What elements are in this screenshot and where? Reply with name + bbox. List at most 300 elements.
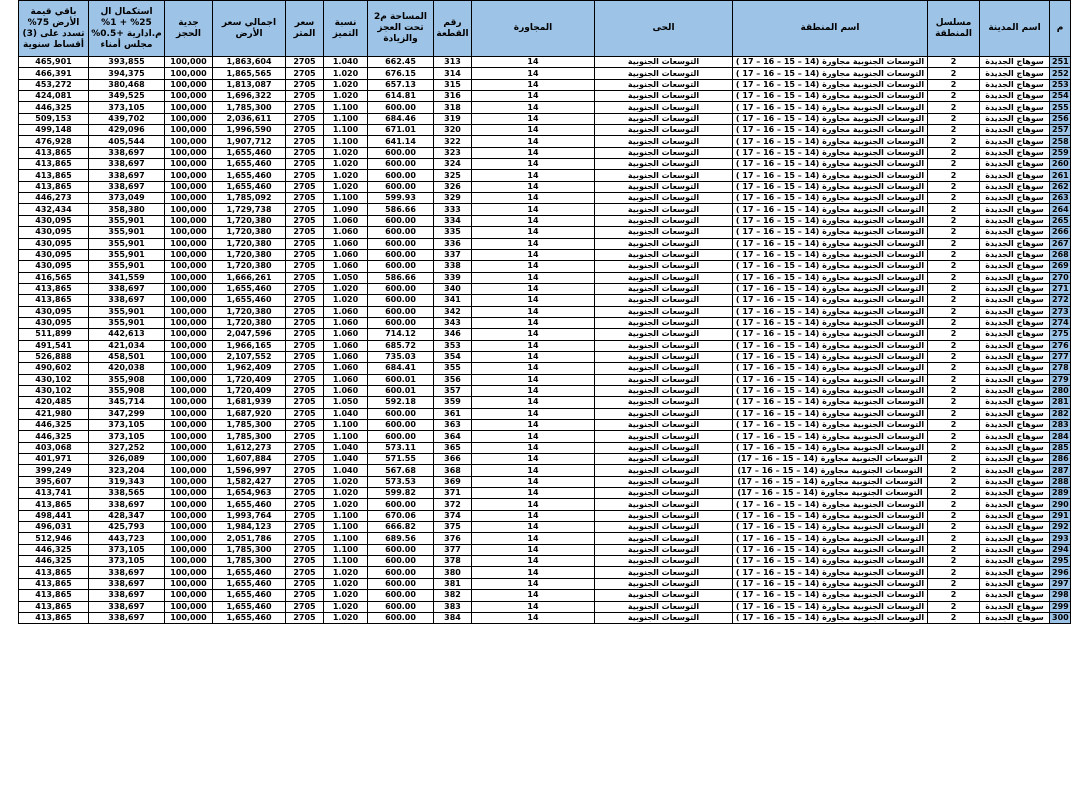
cell-price: 2705 [286, 317, 324, 328]
cell-m: 268 [1050, 249, 1071, 260]
cell-district: التوسعات الجنوبية [595, 238, 733, 249]
cell-zone: التوسعات الجنوبية مجاورة (14 – 15 – 16 – 17 ) [733, 215, 928, 226]
cell-district: التوسعات الجنوبية [595, 204, 733, 215]
cell-area: 670.06 [368, 510, 434, 521]
cell-price: 2705 [286, 499, 324, 510]
cell-neighborhood: 14 [472, 340, 595, 351]
cell-m: 252 [1050, 68, 1071, 79]
cell-neighborhood: 14 [472, 374, 595, 385]
cell-price: 2705 [286, 272, 324, 283]
cell-city: سوهاج الجديدة [980, 136, 1050, 147]
header-booking: جدية الحجز [165, 1, 213, 57]
table-row [19, 363, 1071, 374]
cell-remaining: 491,541 [19, 340, 89, 351]
cell-zone-serial: 2 [928, 385, 980, 396]
cell-completion: 442,613 [89, 329, 165, 340]
cell-total: 1,596,997 [213, 465, 286, 476]
cell-completion: 443,723 [89, 533, 165, 544]
cell-remaining: 476,928 [19, 136, 89, 147]
cell-neighborhood: 14 [472, 431, 595, 442]
cell-booking: 100,000 [165, 476, 213, 487]
cell-completion: 338,697 [89, 181, 165, 192]
cell-price: 2705 [286, 329, 324, 340]
cell-completion: 355,901 [89, 215, 165, 226]
cell-completion: 345,714 [89, 397, 165, 408]
cell-district: التوسعات الجنوبية [595, 385, 733, 396]
cell-zone-serial: 2 [928, 329, 980, 340]
cell-zone: التوسعات الجنوبية مجاورة (14 – 15 – 16 – 17 ) [733, 522, 928, 533]
cell-total: 1,654,963 [213, 488, 286, 499]
cell-city: سوهاج الجديدة [980, 612, 1050, 623]
cell-remaining: 413,865 [19, 170, 89, 181]
table-row [19, 317, 1071, 328]
cell-ratio: 1.040 [324, 465, 368, 476]
cell-ratio: 1.020 [324, 283, 368, 294]
cell-plot: 366 [434, 454, 472, 465]
cell-ratio: 1.020 [324, 79, 368, 90]
cell-completion: 373,105 [89, 544, 165, 555]
cell-plot: 371 [434, 488, 472, 499]
cell-m: 264 [1050, 204, 1071, 215]
cell-zone-serial: 2 [928, 68, 980, 79]
cell-price: 2705 [286, 567, 324, 578]
cell-booking: 100,000 [165, 454, 213, 465]
cell-district: التوسعات الجنوبية [595, 351, 733, 362]
cell-area: 600.00 [368, 431, 434, 442]
cell-total: 1,720,380 [213, 249, 286, 260]
cell-completion: 338,697 [89, 612, 165, 623]
cell-price: 2705 [286, 488, 324, 499]
cell-ratio: 1.020 [324, 590, 368, 601]
cell-booking: 100,000 [165, 578, 213, 589]
cell-zone-serial: 2 [928, 79, 980, 90]
table-row [19, 329, 1071, 340]
cell-zone-serial: 2 [928, 295, 980, 306]
cell-zone-serial: 2 [928, 556, 980, 567]
cell-plot: 376 [434, 533, 472, 544]
cell-total: 1,687,920 [213, 408, 286, 419]
cell-m: 271 [1050, 283, 1071, 294]
cell-m: 292 [1050, 522, 1071, 533]
table-row [19, 590, 1071, 601]
cell-total: 1,720,409 [213, 374, 286, 385]
table-row [19, 147, 1071, 158]
cell-plot: 334 [434, 215, 472, 226]
cell-district: التوسعات الجنوبية [595, 578, 733, 589]
cell-total: 1,720,380 [213, 238, 286, 249]
cell-ratio: 1.020 [324, 476, 368, 487]
cell-zone-serial: 2 [928, 590, 980, 601]
table-row [19, 567, 1071, 578]
cell-area: 600.00 [368, 544, 434, 555]
cell-m: 257 [1050, 125, 1071, 136]
cell-remaining: 432,434 [19, 204, 89, 215]
cell-area: 573.53 [368, 476, 434, 487]
cell-total: 1,655,460 [213, 170, 286, 181]
cell-remaining: 430,095 [19, 249, 89, 260]
cell-remaining: 421,980 [19, 408, 89, 419]
cell-plot: 356 [434, 374, 472, 385]
cell-zone: التوسعات الجنوبية مجاورة (14 – 15 – 16 – 17 ) [733, 249, 928, 260]
table-row [19, 601, 1071, 612]
cell-total: 1,907,712 [213, 136, 286, 147]
cell-m: 258 [1050, 136, 1071, 147]
cell-neighborhood: 14 [472, 249, 595, 260]
cell-completion: 338,697 [89, 159, 165, 170]
header-row [19, 1, 1071, 57]
cell-zone-serial: 2 [928, 612, 980, 623]
cell-plot: 320 [434, 125, 472, 136]
cell-zone: التوسعات الجنوبية مجاورة (14 – 15 – 16 – 17 ) [733, 510, 928, 521]
table-row [19, 510, 1071, 521]
cell-booking: 100,000 [165, 499, 213, 510]
cell-district: التوسعات الجنوبية [595, 193, 733, 204]
cell-neighborhood: 14 [472, 544, 595, 555]
cell-total: 2,036,611 [213, 113, 286, 124]
cell-plot: 354 [434, 351, 472, 362]
cell-remaining: 430,102 [19, 385, 89, 396]
cell-ratio: 1.060 [324, 261, 368, 272]
cell-city: سوهاج الجديدة [980, 408, 1050, 419]
cell-booking: 100,000 [165, 147, 213, 158]
cell-zone: التوسعات الجنوبية مجاورة (14 – 15 – 16 – 17 ) [733, 612, 928, 623]
cell-district: التوسعات الجنوبية [595, 454, 733, 465]
cell-price: 2705 [286, 578, 324, 589]
cell-ratio: 1.050 [324, 272, 368, 283]
cell-neighborhood: 14 [472, 147, 595, 158]
cell-remaining: 413,741 [19, 488, 89, 499]
cell-price: 2705 [286, 420, 324, 431]
cell-price: 2705 [286, 590, 324, 601]
cell-ratio: 1.060 [324, 329, 368, 340]
cell-zone: التوسعات الجنوبية مجاورة (14 – 15 – 16 – 17 ) [733, 578, 928, 589]
cell-price: 2705 [286, 465, 324, 476]
cell-district: التوسعات الجنوبية [595, 91, 733, 102]
cell-m: 286 [1050, 454, 1071, 465]
cell-booking: 100,000 [165, 420, 213, 431]
cell-district: التوسعات الجنوبية [595, 181, 733, 192]
cell-zone: التوسعات الجنوبية مجاورة (14 – 15 – 16 – 17) [733, 488, 928, 499]
cell-price: 2705 [286, 170, 324, 181]
cell-remaining: 509,153 [19, 113, 89, 124]
cell-city: سوهاج الجديدة [980, 420, 1050, 431]
cell-ratio: 1.020 [324, 567, 368, 578]
cell-m: 280 [1050, 385, 1071, 396]
cell-zone: التوسعات الجنوبية مجاورة (14 – 15 – 16 – 17 ) [733, 397, 928, 408]
cell-zone-serial: 2 [928, 125, 980, 136]
cell-booking: 100,000 [165, 522, 213, 533]
cell-area: 592.18 [368, 397, 434, 408]
cell-district: التوسعات الجنوبية [595, 363, 733, 374]
cell-neighborhood: 14 [472, 522, 595, 533]
cell-plot: 364 [434, 431, 472, 442]
cell-booking: 100,000 [165, 113, 213, 124]
cell-zone: التوسعات الجنوبية مجاورة (14 – 15 – 16 – 17 ) [733, 306, 928, 317]
cell-price: 2705 [286, 181, 324, 192]
cell-m: 277 [1050, 351, 1071, 362]
cell-plot: 336 [434, 238, 472, 249]
cell-booking: 100,000 [165, 612, 213, 623]
cell-ratio: 1.060 [324, 215, 368, 226]
cell-ratio: 1.100 [324, 431, 368, 442]
cell-plot: 378 [434, 556, 472, 567]
table-row [19, 499, 1071, 510]
cell-m: 285 [1050, 442, 1071, 453]
cell-completion: 355,901 [89, 261, 165, 272]
cell-city: سوهاج الجديدة [980, 113, 1050, 124]
cell-area: 600.00 [368, 578, 434, 589]
cell-price: 2705 [286, 510, 324, 521]
cell-district: التوسعات الجنوبية [595, 556, 733, 567]
cell-area: 600.00 [368, 227, 434, 238]
cell-completion: 355,908 [89, 374, 165, 385]
cell-zone-serial: 2 [928, 204, 980, 215]
cell-ratio: 1.060 [324, 374, 368, 385]
cell-completion: 355,908 [89, 385, 165, 396]
cell-district: التوسعات الجنوبية [595, 249, 733, 260]
cell-district: التوسعات الجنوبية [595, 329, 733, 340]
cell-district: التوسعات الجنوبية [595, 567, 733, 578]
cell-zone: التوسعات الجنوبية مجاورة (14 – 15 – 16 – 17 ) [733, 227, 928, 238]
cell-completion: 355,901 [89, 249, 165, 260]
cell-price: 2705 [286, 136, 324, 147]
cell-zone-serial: 2 [928, 283, 980, 294]
cell-completion: 373,105 [89, 556, 165, 567]
cell-plot: 365 [434, 442, 472, 453]
header-ratio: نسبة التميز [324, 1, 368, 57]
cell-booking: 100,000 [165, 295, 213, 306]
cell-plot: 325 [434, 170, 472, 181]
cell-m: 273 [1050, 306, 1071, 317]
table-row [19, 397, 1071, 408]
cell-price: 2705 [286, 363, 324, 374]
cell-plot: 359 [434, 397, 472, 408]
cell-plot: 318 [434, 102, 472, 113]
cell-zone: التوسعات الجنوبية مجاورة (14 – 15 – 16 – 17 ) [733, 193, 928, 204]
cell-area: 662.45 [368, 57, 434, 68]
cell-neighborhood: 14 [472, 397, 595, 408]
cell-ratio: 1.100 [324, 544, 368, 555]
cell-price: 2705 [286, 91, 324, 102]
cell-m: 284 [1050, 431, 1071, 442]
cell-city: سوهاج الجديدة [980, 431, 1050, 442]
cell-zone: التوسعات الجنوبية مجاورة (14 – 15 – 16 – 17) [733, 476, 928, 487]
cell-zone: التوسعات الجنوبية مجاورة (14 – 15 – 16 – 17 ) [733, 351, 928, 362]
cell-ratio: 1.060 [324, 238, 368, 249]
cell-zone: التوسعات الجنوبية مجاورة (14 – 15 – 16 – 17) [733, 465, 928, 476]
cell-zone: التوسعات الجنوبية مجاورة (14 – 15 – 16 – 17 ) [733, 544, 928, 555]
cell-city: سوهاج الجديدة [980, 442, 1050, 453]
cell-area: 586.66 [368, 272, 434, 283]
cell-remaining: 413,865 [19, 601, 89, 612]
cell-neighborhood: 14 [472, 170, 595, 181]
cell-m: 251 [1050, 57, 1071, 68]
cell-m: 289 [1050, 488, 1071, 499]
cell-neighborhood: 14 [472, 488, 595, 499]
cell-zone-serial: 2 [928, 397, 980, 408]
cell-district: التوسعات الجنوبية [595, 136, 733, 147]
cell-neighborhood: 14 [472, 283, 595, 294]
cell-city: سوهاج الجديدة [980, 306, 1050, 317]
cell-ratio: 1.050 [324, 397, 368, 408]
cell-booking: 100,000 [165, 374, 213, 385]
header-price: سعر المتر [286, 1, 324, 57]
cell-district: التوسعات الجنوبية [595, 408, 733, 419]
cell-zone: التوسعات الجنوبية مجاورة (14 – 15 – 16 – 17 ) [733, 431, 928, 442]
cell-total: 1,655,460 [213, 601, 286, 612]
cell-completion: 338,697 [89, 590, 165, 601]
cell-total: 1,666,261 [213, 272, 286, 283]
cell-plot: 361 [434, 408, 472, 419]
cell-neighborhood: 14 [472, 499, 595, 510]
cell-area: 600.00 [368, 159, 434, 170]
cell-neighborhood: 14 [472, 181, 595, 192]
cell-completion: 338,565 [89, 488, 165, 499]
cell-plot: 375 [434, 522, 472, 533]
cell-area: 599.93 [368, 193, 434, 204]
cell-plot: 357 [434, 385, 472, 396]
cell-remaining: 413,865 [19, 181, 89, 192]
header-completion: استكمال ال 25% + 1% م.ادارية +0.5% مجلس أمناء [89, 1, 165, 57]
cell-area: 567.68 [368, 465, 434, 476]
cell-area: 684.41 [368, 363, 434, 374]
cell-completion: 327,252 [89, 442, 165, 453]
cell-district: التوسعات الجنوبية [595, 125, 733, 136]
cell-m: 261 [1050, 170, 1071, 181]
cell-district: التوسعات الجنوبية [595, 465, 733, 476]
cell-m: 256 [1050, 113, 1071, 124]
cell-total: 1,865,565 [213, 68, 286, 79]
cell-booking: 100,000 [165, 79, 213, 90]
cell-zone-serial: 2 [928, 306, 980, 317]
cell-zone-serial: 2 [928, 170, 980, 181]
cell-neighborhood: 14 [472, 295, 595, 306]
cell-total: 1,655,460 [213, 181, 286, 192]
cell-completion: 458,501 [89, 351, 165, 362]
cell-plot: 374 [434, 510, 472, 521]
cell-completion: 349,525 [89, 91, 165, 102]
cell-district: التوسعات الجنوبية [595, 170, 733, 181]
cell-remaining: 401,971 [19, 454, 89, 465]
cell-area: 600.00 [368, 283, 434, 294]
cell-booking: 100,000 [165, 159, 213, 170]
cell-total: 1,720,380 [213, 261, 286, 272]
cell-completion: 421,034 [89, 340, 165, 351]
table-row [19, 431, 1071, 442]
cell-neighborhood: 14 [472, 476, 595, 487]
cell-city: سوهاج الجديدة [980, 125, 1050, 136]
table-row [19, 488, 1071, 499]
cell-m: 290 [1050, 499, 1071, 510]
cell-neighborhood: 14 [472, 556, 595, 567]
cell-zone-serial: 2 [928, 454, 980, 465]
cell-neighborhood: 14 [472, 351, 595, 362]
cell-m: 298 [1050, 590, 1071, 601]
table-row [19, 295, 1071, 306]
cell-neighborhood: 14 [472, 306, 595, 317]
cell-ratio: 1.020 [324, 295, 368, 306]
cell-ratio: 1.020 [324, 68, 368, 79]
cell-ratio: 1.100 [324, 113, 368, 124]
cell-city: سوهاج الجديدة [980, 79, 1050, 90]
cell-booking: 100,000 [165, 488, 213, 499]
cell-area: 571.55 [368, 454, 434, 465]
cell-m: 282 [1050, 408, 1071, 419]
cell-city: سوهاج الجديدة [980, 170, 1050, 181]
cell-district: التوسعات الجنوبية [595, 510, 733, 521]
header-area: المساحة م2 تحت العجز والزيادة [368, 1, 434, 57]
cell-completion: 338,697 [89, 147, 165, 158]
cell-booking: 100,000 [165, 170, 213, 181]
table-row [19, 454, 1071, 465]
cell-city: سوهاج الجديدة [980, 317, 1050, 328]
cell-neighborhood: 14 [472, 465, 595, 476]
cell-neighborhood: 14 [472, 113, 595, 124]
cell-district: التوسعات الجنوبية [595, 227, 733, 238]
cell-ratio: 1.020 [324, 488, 368, 499]
cell-completion: 355,901 [89, 227, 165, 238]
cell-plot: 314 [434, 68, 472, 79]
cell-district: التوسعات الجنوبية [595, 590, 733, 601]
cell-completion: 355,901 [89, 317, 165, 328]
cell-ratio: 1.060 [324, 306, 368, 317]
cell-area: 600.00 [368, 590, 434, 601]
cell-zone: التوسعات الجنوبية مجاورة (14 – 15 – 16 – 17 ) [733, 125, 928, 136]
cell-zone: التوسعات الجنوبية مجاورة (14 – 15 – 16 – 17) [733, 454, 928, 465]
cell-remaining: 430,095 [19, 261, 89, 272]
cell-district: التوسعات الجنوبية [595, 488, 733, 499]
cell-city: سوهاج الجديدة [980, 363, 1050, 374]
cell-area: 735.03 [368, 351, 434, 362]
cell-completion: 380,468 [89, 79, 165, 90]
cell-city: سوهاج الجديدة [980, 510, 1050, 521]
cell-remaining: 496,031 [19, 522, 89, 533]
cell-m: 294 [1050, 544, 1071, 555]
cell-zone: التوسعات الجنوبية مجاورة (14 – 15 – 16 – 17 ) [733, 68, 928, 79]
cell-completion: 355,901 [89, 306, 165, 317]
cell-price: 2705 [286, 601, 324, 612]
cell-neighborhood: 14 [472, 567, 595, 578]
cell-completion: 425,793 [89, 522, 165, 533]
cell-plot: 329 [434, 193, 472, 204]
cell-zone: التوسعات الجنوبية مجاورة (14 – 15 – 16 – 17 ) [733, 272, 928, 283]
cell-city: سوهاج الجديدة [980, 193, 1050, 204]
cell-booking: 100,000 [165, 306, 213, 317]
cell-remaining: 413,865 [19, 567, 89, 578]
cell-remaining: 413,865 [19, 612, 89, 623]
cell-ratio: 1.040 [324, 408, 368, 419]
cell-district: التوسعات الجنوبية [595, 102, 733, 113]
cell-price: 2705 [286, 374, 324, 385]
cell-m: 283 [1050, 420, 1071, 431]
cell-zone-serial: 2 [928, 113, 980, 124]
cell-booking: 100,000 [165, 385, 213, 396]
cell-district: التوسعات الجنوبية [595, 442, 733, 453]
cell-neighborhood: 14 [472, 420, 595, 431]
cell-price: 2705 [286, 238, 324, 249]
cell-completion: 341,559 [89, 272, 165, 283]
table-row [19, 204, 1071, 215]
cell-ratio: 1.060 [324, 351, 368, 362]
table-row [19, 578, 1071, 589]
cell-m: 267 [1050, 238, 1071, 249]
cell-ratio: 1.090 [324, 204, 368, 215]
cell-area: 714.12 [368, 329, 434, 340]
cell-city: سوهاج الجديدة [980, 567, 1050, 578]
cell-completion: 347,299 [89, 408, 165, 419]
cell-district: التوسعات الجنوبية [595, 261, 733, 272]
cell-completion: 355,901 [89, 238, 165, 249]
